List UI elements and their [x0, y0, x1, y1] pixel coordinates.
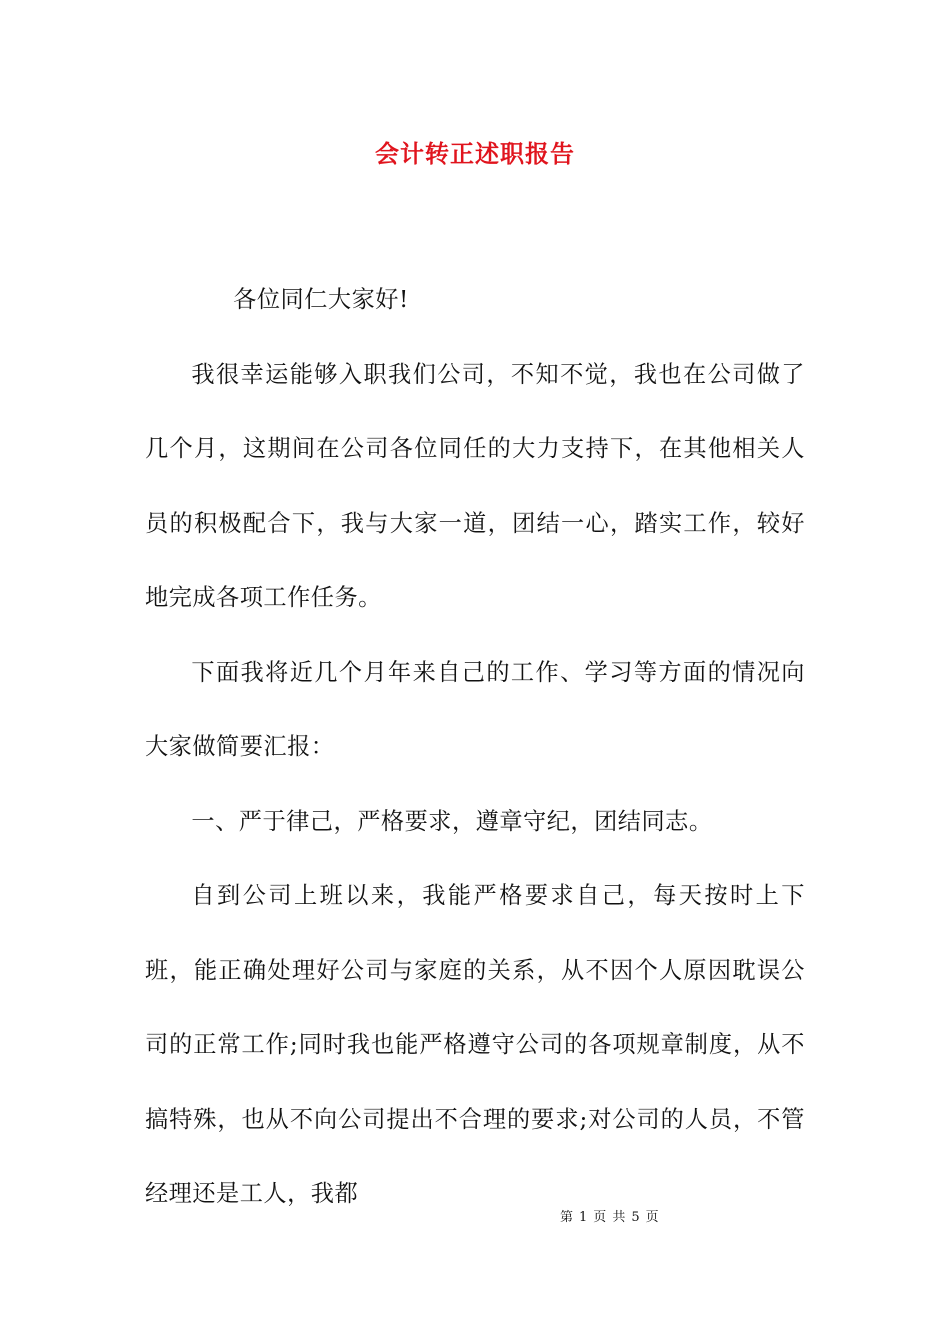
footer-total-prefix: 共: [612, 1210, 626, 1225]
greeting-paragraph: 各位同仁大家好!: [233, 286, 409, 313]
footer-current-page: 1: [579, 1210, 588, 1225]
footer-prefix: 第: [560, 1210, 574, 1225]
summary-intro-paragraph: 下面我将近几个月年来自己的工作、学习等方面的情况向大家做简要汇报：: [145, 658, 805, 760]
section-1-paragraph: 自到公司上班以来，我能严格要求自己，每天按时上下班，能正确处理好公司与家庭的关系，从不因个人原因耽误公司的正常工作;同时我也能严格遵守公司的各项规章制度，从不搞特殊，也从不向公司提出不合理的要求;对公司的人员，不管经理还是工人，我都: [145, 882, 805, 1207]
page-footer: [560, 1208, 665, 1228]
document-title: 会计转正述职报告: [375, 139, 575, 168]
document-body: [145, 263, 805, 1232]
footer-page-label: 页: [593, 1210, 607, 1225]
footer-total-suffix: 页: [645, 1210, 659, 1225]
section-heading-1: 一、严于律己，严格要求，遵章守纪，团结同志。: [191, 807, 713, 835]
intro-paragraph: 我很幸运能够入职我们公司，不知不觉，我也在公司做了几个月，这期间在公司各位同任的大力支持下，在其他相关人员的积极配合下，我与大家一道，团结一心，踏实工作，较好地完成各项工作任务。: [145, 360, 805, 611]
footer-total-pages: 5: [631, 1210, 640, 1225]
